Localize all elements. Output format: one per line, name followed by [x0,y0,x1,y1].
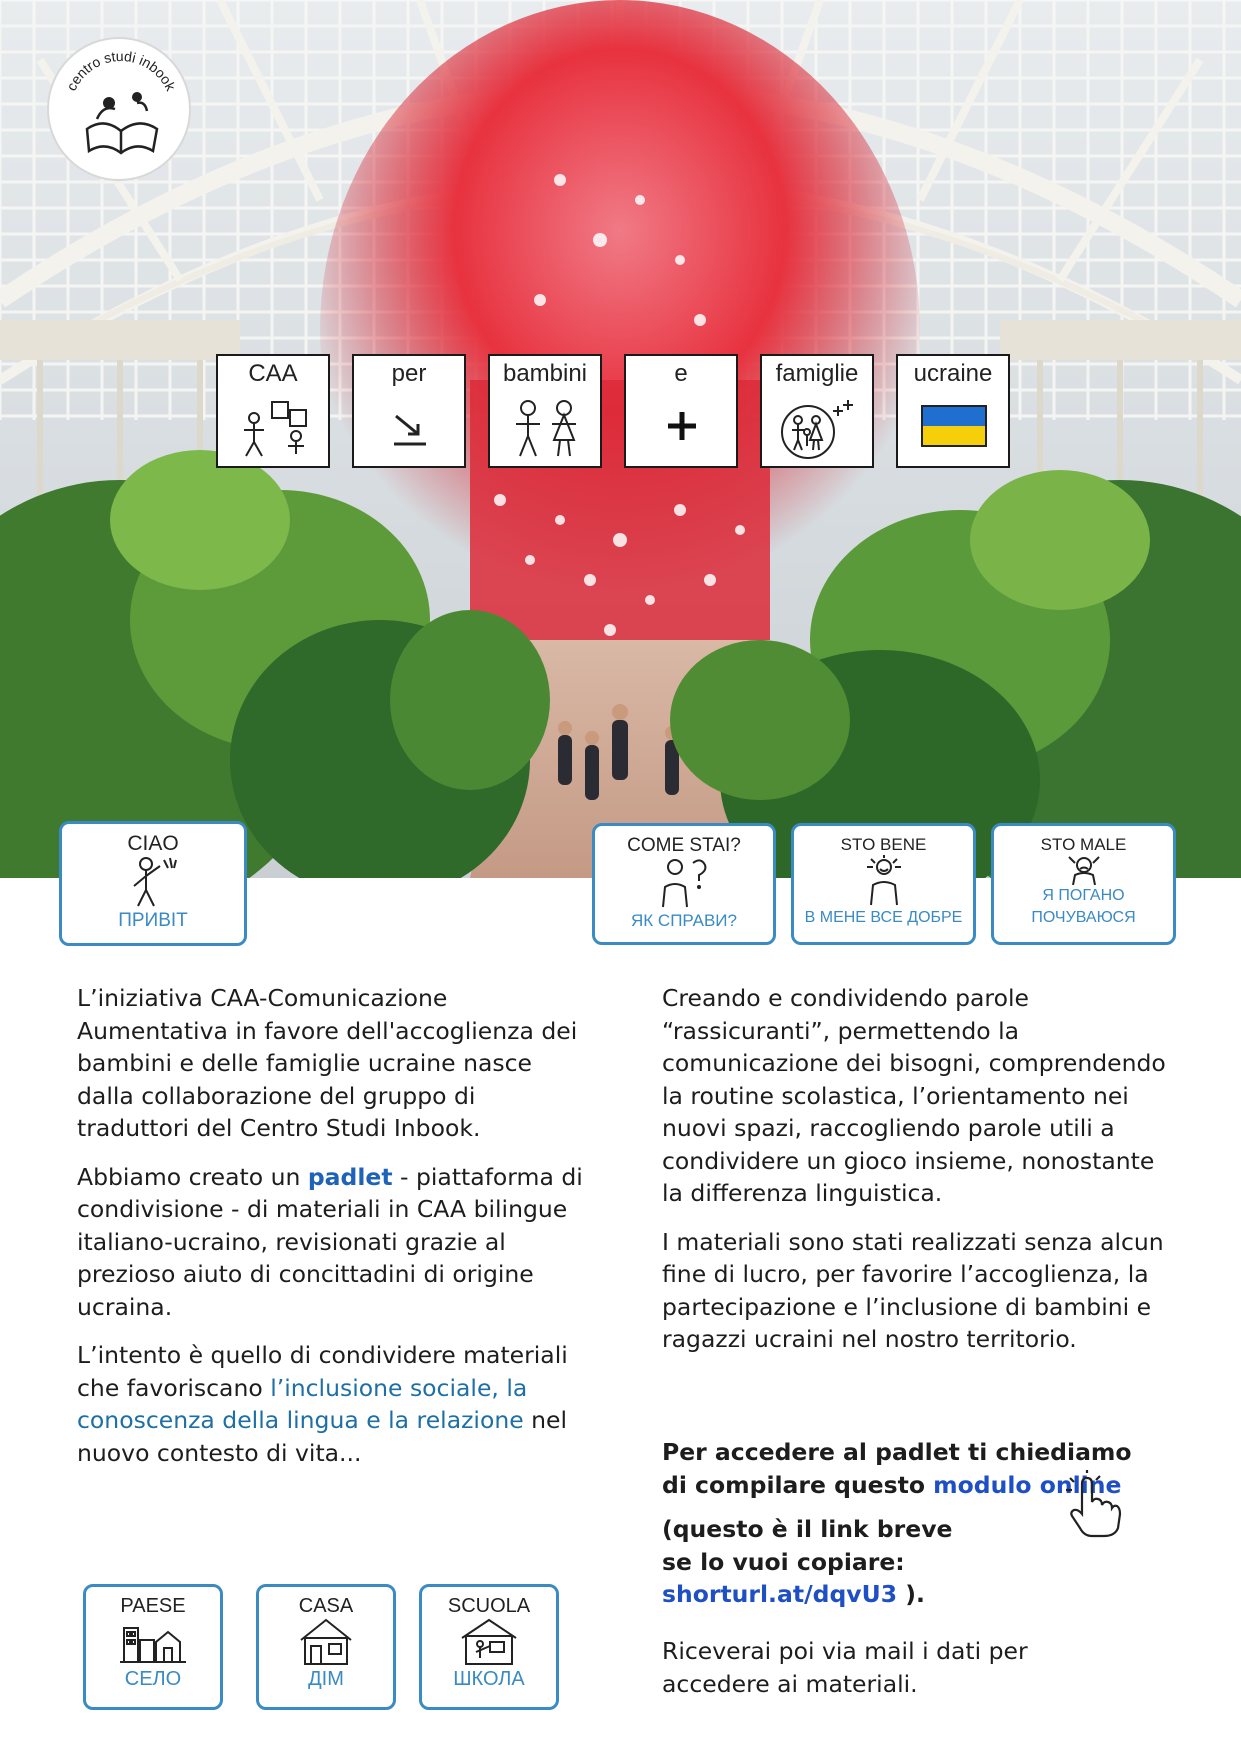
happy-person-icon [849,855,919,907]
plus-icon [640,396,724,460]
phrase-it: PAESE [120,1595,186,1617]
logo-text: centro studi inbook [63,47,179,94]
symbol-word: CAA [248,360,298,387]
short-url-link[interactable]: shorturl.at/dqvU3 [662,1580,898,1608]
ukraine-flag-icon [912,396,996,460]
house-icon [291,1618,361,1666]
padlet-link[interactable]: padlet [307,1162,393,1191]
symbol-card-ucraine [896,354,1010,468]
children-icon [504,396,588,460]
centro-studi-inbook-logo [47,37,191,181]
families-icon [776,396,860,460]
left-text-column [77,982,587,1485]
sick-person-icon [1049,855,1119,885]
intro-paragraph: L’iniziativa CAA-Comunicazione Aumentativa in favore dell'accoglienza dei bambini e delle famiglie ucraine nasce dalla collaborazione del gruppo di traduttori del Centro Studi Inbook. [77,984,578,1142]
title-symbol-row [216,354,1014,470]
phrase-it: CASA [298,1595,354,1617]
phrase-card-casa [256,1584,396,1710]
padlet-text-pre: Abbiamo creato un [77,1162,308,1191]
phrase-ua: ДІМ [308,1668,344,1690]
phrase-ua: ПРИВІТ [118,910,188,931]
symbol-word: ucraine [913,360,993,387]
short-link-close: ). [897,1580,925,1608]
symbol-card-caa [216,354,330,468]
modulo-online-link[interactable]: modulo online [933,1470,1122,1499]
phrase-card-sto-bene [791,823,976,945]
nonprofit-paragraph: I materiali sono stati realizzati senza alcun fine di lucro, per favorire l’accoglienza, la partecipazione e l’inclusione di bambini e ragazzi ucraini nel nostro territorio. [662,1227,1164,1353]
svg-text:centro studi inbook [63,48,179,94]
inclusion-link[interactable]: l’inclusione sociale, la conoscenza della lingua e la relazione [77,1373,528,1434]
arrow-to-icon [368,396,452,460]
symbol-word: bambini [502,360,588,387]
symbol-card-famiglie [760,354,874,468]
phrase-ua: ШКОЛА [453,1668,525,1690]
symbol-card-e [624,354,738,468]
phrase-it: CIAO [127,832,179,855]
short-link-line [662,1546,1142,1611]
cta-text: Per accedere al padlet ti chiediamo di compilare questo [662,1438,1132,1499]
phrase-card-come-stai [592,823,776,945]
phrase-ua-line2: ПОЧУВАЮСЯ [1031,909,1136,926]
phrase-card-paese [83,1584,223,1710]
waving-person-icon [118,856,188,908]
final-paragraph: Riceverai poi via mail i dati per accedere ai materiali. [662,1637,1028,1698]
intent-text-pre: L’intento è quello di condividere materiali che favoriscano [77,1341,568,1402]
phrase-card-scuola [419,1584,559,1710]
words-paragraph: Creando e condividendo parole “rassicuranti”, permettendo la comunicazione dei bisogni, comprendendo la routine scolastica, l’orientamento nei nuovi spazi, raccogliendo parole utili a condividere un gioco insieme, nonostante la differenza linguistica. [662,984,1166,1207]
phrase-it: STO BENE [840,835,927,854]
phrase-it: COME STAI? [627,835,741,856]
padlet-paragraph [77,1161,587,1324]
padlet-text-post: - piattaforma di condivisione - di materiali in CAA bilingue italiano-ucraino, revisionati grazie al prezioso aiuto di concittadini di origine ucraina. [77,1162,583,1321]
right-text-column [662,982,1172,1372]
symbol-word: famiglie [775,360,859,387]
question-person-icon [649,857,719,909]
phrase-it: SCUOLA [447,1595,531,1617]
phrase-ua: ЯК СПРАВИ? [631,911,737,930]
phrase-ua: В МЕНЕ ВСЕ ДОБРЕ [804,909,963,926]
symbol-word: e [674,360,688,387]
intent-text-post: nel nuovo contesto di vita... [77,1406,568,1467]
phrase-ua: СЕЛО [124,1668,182,1690]
phrase-it: STO MALE [1040,835,1127,854]
symbol-card-per [352,354,466,468]
short-link-block [662,1513,1142,1611]
symbol-word: per [391,360,427,387]
symbol-card-bambini [488,354,602,468]
intent-paragraph [77,1339,587,1469]
phrase-card-sto-male [991,823,1176,945]
phrase-card-ciao [59,821,247,946]
village-icon [118,1618,188,1666]
phrase-ua-line1: Я ПОГАНО [1042,887,1125,904]
communication-board-icon [232,396,316,460]
short-link-intro: (questo è il link breve [662,1515,953,1543]
short-link-label: se lo vuoi copiare: [662,1547,905,1576]
school-icon [454,1618,524,1666]
open-book-icon [49,39,193,183]
